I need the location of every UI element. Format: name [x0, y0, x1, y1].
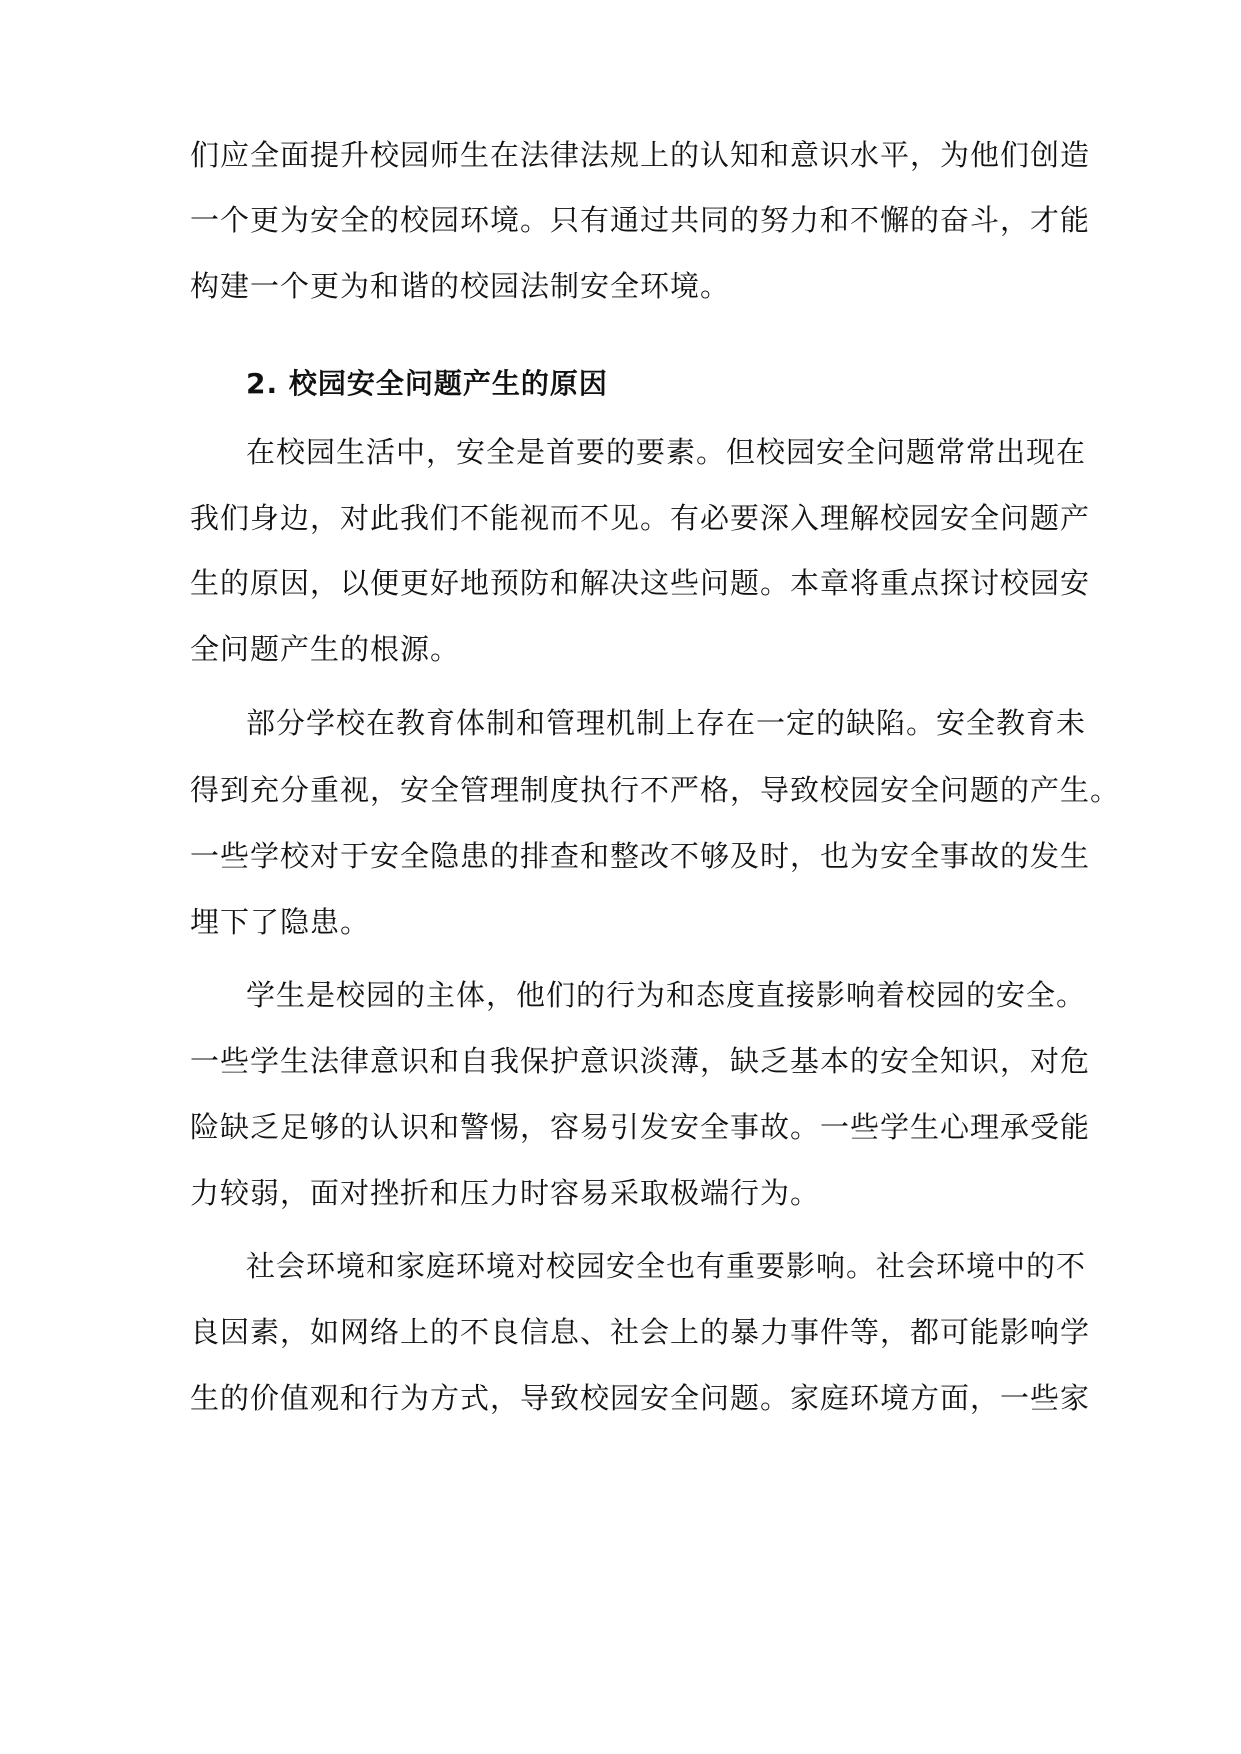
intro-line: 一个更为安全的校园环境。只有通过共同的努力和不懈的奋斗，才能 [190, 203, 1091, 237]
paragraph-line: 社会环境和家庭环境对校园安全也有重要影响。社会环境中的不 [246, 1249, 1087, 1283]
paragraph-line: 在校园生活中，安全是首要的要素。但校园安全问题常常出现在 [246, 435, 1087, 469]
paragraph-line: 埋下了隐患。 [190, 905, 371, 939]
paragraph-line: 学生是校园的主体，他们的行为和态度直接影响着校园的安全。 [246, 978, 1087, 1012]
paragraph-line: 生的原因，以便更好地预防和解决这些问题。本章将重点探讨校园安 [190, 566, 1091, 600]
paragraph-line: 良因素，如网络上的不良信息、社会上的暴力事件等，都可能影响学 [190, 1315, 1091, 1349]
section-heading: 2. 校园安全问题产生的原因 [246, 367, 608, 400]
paragraph-line: 力较弱，面对挫折和压力时容易采取极端行为。 [190, 1176, 821, 1210]
paragraph-line: 得到充分重视，安全管理制度执行不严格，导致校园安全问题的产生。 [190, 773, 1121, 807]
paragraph-line: 险缺乏足够的认识和警惕，容易引发安全事故。一些学生心理承受能 [190, 1110, 1091, 1144]
intro-line: 构建一个更为和谐的校园法制安全环境。 [190, 269, 731, 303]
paragraph-line: 全问题产生的根源。 [190, 632, 461, 666]
paragraph-line: 我们身边，对此我们不能视而不见。有必要深入理解校园安全问题产 [190, 501, 1091, 535]
paragraph-line: 生的价值观和行为方式，导致校园安全问题。家庭环境方面，一些家 [190, 1381, 1091, 1415]
paragraph-line: 一些学生法律意识和自我保护意识淡薄，缺乏基本的安全知识，对危 [190, 1044, 1091, 1078]
paragraph-line: 部分学校在教育体制和管理机制上存在一定的缺陷。安全教育未 [246, 706, 1087, 740]
intro-line: 们应全面提升校园师生在法律法规上的认知和意识水平，为他们创造 [190, 138, 1091, 172]
paragraph-line: 一些学校对于安全隐患的排查和整改不够及时，也为安全事故的发生 [190, 839, 1091, 873]
